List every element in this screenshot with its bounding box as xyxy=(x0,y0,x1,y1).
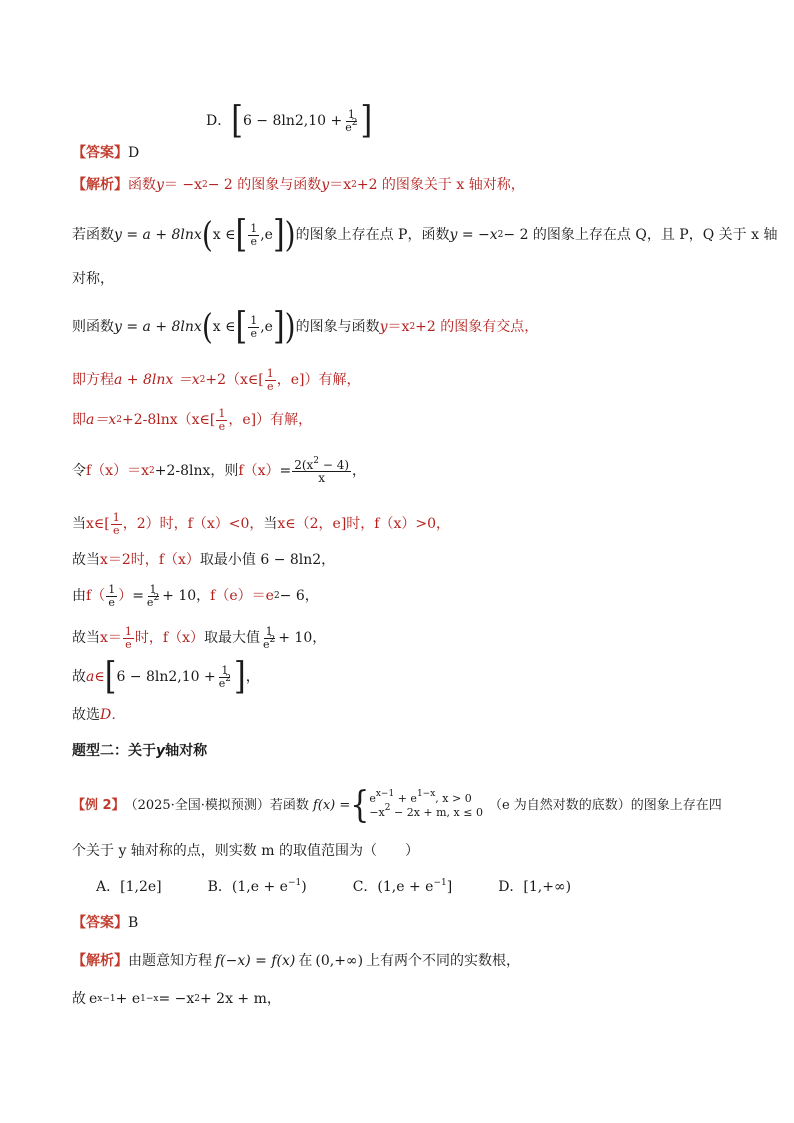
answer-value: D xyxy=(128,145,140,161)
fraction: $\frac{1}{e}$ xyxy=(250,313,258,340)
math: = −x xyxy=(158,991,195,1007)
text: 由 xyxy=(72,588,86,604)
analysis-1-line-6: 即 a＝x 2 +2-8lnx（x∈[ $\frac{1}{e}$ ，e]）有解， xyxy=(72,406,313,433)
text: 故选 xyxy=(72,707,100,723)
answer-tag: 【答案】 xyxy=(72,145,128,161)
math: y xyxy=(156,177,164,193)
text: 取最小值 6 − 8ln2， xyxy=(199,552,336,568)
text: ，e]）有解， xyxy=(228,412,313,428)
paren-left: ( xyxy=(201,305,213,347)
example-2-options xyxy=(96,876,605,898)
bracket-left: [ xyxy=(235,304,248,349)
math: +2-8lnx（x∈[ xyxy=(121,412,216,428)
text: − 2 的图象与函数 xyxy=(207,177,322,193)
bracket-right: ] xyxy=(272,212,285,257)
text: 函数 xyxy=(128,177,156,193)
math: x∈[ xyxy=(86,516,110,532)
analysis-tag: 【解析】 xyxy=(72,953,128,969)
math: f（x） xyxy=(162,630,204,646)
paren-left: ( xyxy=(201,213,213,255)
text: 即方程 xyxy=(72,372,114,388)
option-d-expr: 6 − 8ln2,10 + xyxy=(242,113,343,129)
bracket-right: ] xyxy=(360,98,373,143)
fraction: $\frac{1}{e}$ xyxy=(266,366,274,393)
math: ＝x xyxy=(387,319,410,335)
math: ＝x xyxy=(329,177,352,193)
option-d-label: D． xyxy=(206,113,232,129)
paren-right: ) xyxy=(284,213,296,255)
math: y = a + 8lnx xyxy=(114,319,202,335)
text: 令 xyxy=(72,463,86,479)
text: 若函数 xyxy=(72,227,114,243)
text: 故 xyxy=(72,991,86,1007)
fraction: $\frac{1}{e^2}$ xyxy=(345,107,358,134)
text: ， xyxy=(352,463,367,479)
analysis-1-line-9 xyxy=(72,549,335,571)
text: +2 的图象关于 x 轴对称， xyxy=(356,177,525,193)
analysis-1-line-10: 由 f（ $\frac{1}{e}$ ） = $\frac{1}{e^2}$ + 10， f（e）＝e 2 − 6， xyxy=(72,582,319,609)
section-title-text: 题型二：关于 xyxy=(72,743,156,759)
math: f（x） xyxy=(238,463,280,479)
analysis-2-line-1 xyxy=(72,950,520,972)
text: ，2）时， xyxy=(122,516,188,532)
math: = xyxy=(132,588,144,604)
bracket-left: [ xyxy=(231,98,243,143)
answer-1 xyxy=(72,142,139,164)
text: 则函数 xyxy=(72,319,114,335)
option-d2[interactable]: D．[1,+∞) xyxy=(498,879,572,895)
math: f（x）>0， xyxy=(374,516,451,532)
math: a＝x xyxy=(86,412,117,428)
analysis-1-line-11 xyxy=(72,624,326,652)
option-b[interactable]: B．$(1,e + e^{-1})$ xyxy=(207,878,307,895)
math: y xyxy=(321,177,330,193)
fraction: $\frac{1}{e}$ xyxy=(108,582,116,609)
answer-2 xyxy=(72,912,138,934)
example-text: （e 为自然对数的底数）的图象上存在四 xyxy=(488,798,722,813)
math: f（x）＝x xyxy=(86,463,149,479)
math: − 6， xyxy=(279,588,319,604)
analysis-1-line-2: 若函数 y = a + 8lnx ( x ∈ [ $\frac{1}{e}$ ,e ] ) 的图象上存在点 P，函数 y = −x 2 − 2 的图象上存在点 Q，且 P，Q 关于 x 轴 xyxy=(72,212,778,257)
fraction: $\frac{1}{e}$ xyxy=(218,406,226,433)
analysis-1-line-5: 即方程 a + 8lnx ＝x 2 +2（x∈[ $\frac{1}{e}$ ，e]）有解， xyxy=(72,366,361,393)
text: 当 xyxy=(72,516,86,532)
example-2-line-2 xyxy=(72,840,419,862)
math: y = a + 8lnx xyxy=(114,227,202,243)
option-c[interactable]: C．$(1,e + e^{-1}]$ xyxy=(352,878,453,895)
fraction: $\frac{1}{e}$ xyxy=(124,624,132,651)
math: a∈ xyxy=(86,669,105,685)
math: + 2x + m， xyxy=(200,991,281,1007)
analysis-1-line-7: 令 f（x）＝x 2 +2-8lnx，则 f（x） = $\frac{2(x^2 - 4)}{x}$ ， xyxy=(72,455,367,485)
text: 故当 xyxy=(72,552,100,568)
fraction: $\frac{2(x^2 - 4)}{x}$ xyxy=(294,455,350,485)
text: 取最大值 xyxy=(203,630,260,646)
section-title-rest: 轴对称 xyxy=(165,743,208,759)
math: e xyxy=(89,991,98,1007)
answer-value: B xyxy=(128,915,139,931)
bracket-right: ] xyxy=(233,654,246,699)
text: +2-8lnx，则 xyxy=(154,463,239,479)
answer-tag: 【答案】 xyxy=(72,915,128,931)
function: f(x) = xyxy=(312,798,351,813)
text: 上有两个不同的实数根， xyxy=(366,953,521,969)
bracket-left: [ xyxy=(104,654,117,699)
math: x ∈ xyxy=(212,227,236,243)
option-d xyxy=(206,98,373,143)
math: x∈（2，e]时， xyxy=(277,516,375,532)
math: + e xyxy=(115,991,141,1007)
math: ） xyxy=(118,588,133,604)
math: a + 8lnx ＝x xyxy=(114,372,200,388)
analysis-1-line-8 xyxy=(72,510,450,538)
analysis-1-line-3 xyxy=(72,268,114,290)
math: x＝2时， xyxy=(100,552,159,568)
analysis-1-line-1: 【解析】 函数 y ＝ −x 2 − 2 的图象与函数 y ＝x 2 +2 的图象关于 x 轴对称， xyxy=(72,177,525,193)
example-tag: 【例 2】 xyxy=(72,798,125,813)
example-source: （2025·全国·模拟预测）若函数 xyxy=(124,798,309,813)
text: +2 的图象有交点， xyxy=(415,319,539,335)
math: f（e）＝e xyxy=(210,588,274,604)
analysis-1-line-4: 则函数 y = a + 8lnx ( x ∈ [ $\frac{1}{e}$ ,e ] ) 的图象与函数 y ＝x 2 +2 的图象有交点， xyxy=(72,304,539,349)
text: 由题意知方程 xyxy=(128,953,212,969)
example-question: 个关于 y 轴对称的点，则实数 m 的取值范围为（ ） xyxy=(72,843,419,859)
fraction: $\frac{1}{e^2}$ xyxy=(262,624,276,651)
text: ，e]）有解， xyxy=(276,372,361,388)
analysis-2-line-2: 故 e x−1 + e 1−x = −x 2 + 2x + m， xyxy=(72,991,281,1007)
paren-right: ) xyxy=(284,305,296,347)
math: y = −x xyxy=(449,227,498,243)
text: 对称， xyxy=(72,271,114,287)
text: 在 xyxy=(298,953,313,969)
math: f（x） xyxy=(158,552,200,568)
math: f（ xyxy=(86,588,106,604)
math: + 10， xyxy=(278,630,327,646)
option-a[interactable]: A．[1,2e] xyxy=(96,879,162,895)
text: 当 xyxy=(263,516,278,532)
text: 故当 xyxy=(72,630,100,646)
bracket-left: [ xyxy=(235,212,248,257)
math: (0,+∞) xyxy=(315,953,364,969)
math: = xyxy=(279,463,292,479)
math: f（x）<0， xyxy=(187,516,264,532)
text: 的图象上存在点 P，函数 xyxy=(295,227,450,243)
fraction: $\frac{1}{e^2}$ xyxy=(146,582,160,609)
math: D． xyxy=(100,707,126,723)
math: + 10， xyxy=(162,588,211,604)
math: ,e xyxy=(260,227,273,243)
section-title-var: y xyxy=(156,743,166,759)
math: x＝ xyxy=(100,630,122,646)
text: ， xyxy=(245,669,260,685)
math: x ∈ xyxy=(212,319,236,335)
math: +2（x∈[ xyxy=(205,372,264,388)
section-title xyxy=(72,740,207,762)
analysis-tag: 【解析】 xyxy=(72,177,128,193)
math: ,e xyxy=(260,319,273,335)
example-2-line-1 xyxy=(72,784,722,827)
text: 的图象与函数 xyxy=(295,319,380,335)
fraction: $\frac{1}{e}$ xyxy=(250,221,258,248)
analysis-1-line-12 xyxy=(72,654,260,699)
math: y xyxy=(379,319,388,335)
math: f(−x) = f(x) xyxy=(215,953,296,969)
fraction: $\frac{1}{e^2}$ xyxy=(218,663,231,690)
analysis-1-line-13 xyxy=(72,704,125,726)
text: 时， xyxy=(134,630,163,646)
text: − 2 的图象上存在点 Q，且 P，Q 关于 x 轴 xyxy=(503,227,778,243)
text: 即 xyxy=(72,412,86,428)
text: 故 xyxy=(72,669,86,685)
math: 6 − 8ln2,10 + xyxy=(116,669,216,685)
bracket-right: ] xyxy=(272,304,285,349)
piecewise: { $e^{x-1} + e^{1-x}$, x > 0 $-x^2 - 2x + m$, x ≤ 0 xyxy=(350,784,483,827)
math: ＝ −x xyxy=(163,177,202,193)
fraction: $\frac{1}{e}$ xyxy=(112,510,120,537)
